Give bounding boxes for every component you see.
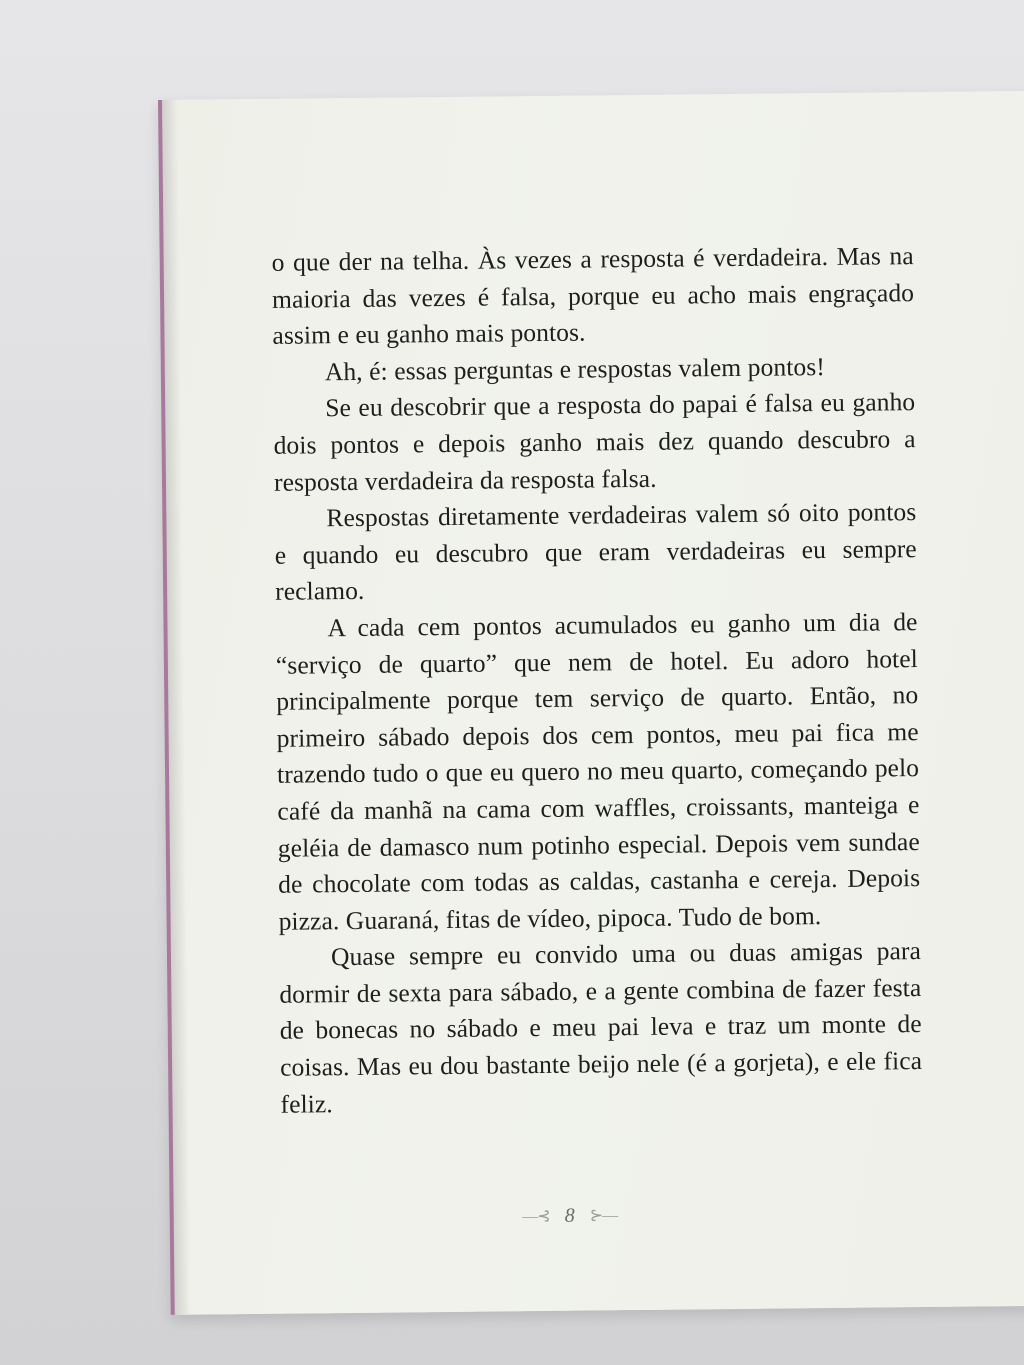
ornament-right-icon: ⊱—: [589, 1207, 618, 1225]
paragraph-6: Quase sempre eu convido uma ou duas amigas para dormir de sexta para sábado, e a gente combina de fazer festa de bonecas no sábado e meu pai leva e traz um monte de coisas. Mas eu dou bastante beijo nele (é a gorjeta), e ele fica feliz.: [279, 936, 923, 1119]
paragraph-1: o que der na telha. Às vezes a resposta é verdadeira. Mas na maioria das vezes é falsa, porque eu acho mais engraçado assim e eu ganho mais pontos.: [271, 241, 915, 351]
spine-shadow: [162, 100, 191, 1315]
ornament-left-icon: —⊰: [522, 1208, 550, 1226]
book-page: [158, 91, 1024, 1315]
paragraph-2: Ah, é: essas perguntas e respostas valem pontos!: [324, 351, 826, 387]
paragraph-3: Se eu descobrir que a resposta do papai é falsa eu ganho dois pontos e depois ganho mais dez quando descubro a resposta verdadeira da resposta falsa.: [273, 387, 916, 497]
body-text: [272, 238, 923, 1123]
paragraph-4: Respostas diretamente verdadeiras valem só oito pontos e quando eu descubro que eram verdadeiras eu sempre reclamo.: [274, 497, 917, 607]
page-footer: [174, 1200, 966, 1232]
page-number: 8: [564, 1204, 575, 1227]
paragraph-5: A cada cem pontos acumulados eu ganho um dia de “serviço de quarto” que nem de hotel. Eu adoro hotel principalmente porque tem serviço de quarto. Então, no primeiro sábado depois dos cem pontos, meu pai fica me trazendo tudo o que eu quero no meu quarto, começando pelo café da manhã na cama com waffles, croissants, manteiga e geléia de damasco num potinho especial. Depois vem sundae de chocolate com todas as caldas, castanha e cereja. Depois pizza. Guaraná, fitas de vídeo, pipoca. Tudo de bom.: [275, 607, 921, 936]
